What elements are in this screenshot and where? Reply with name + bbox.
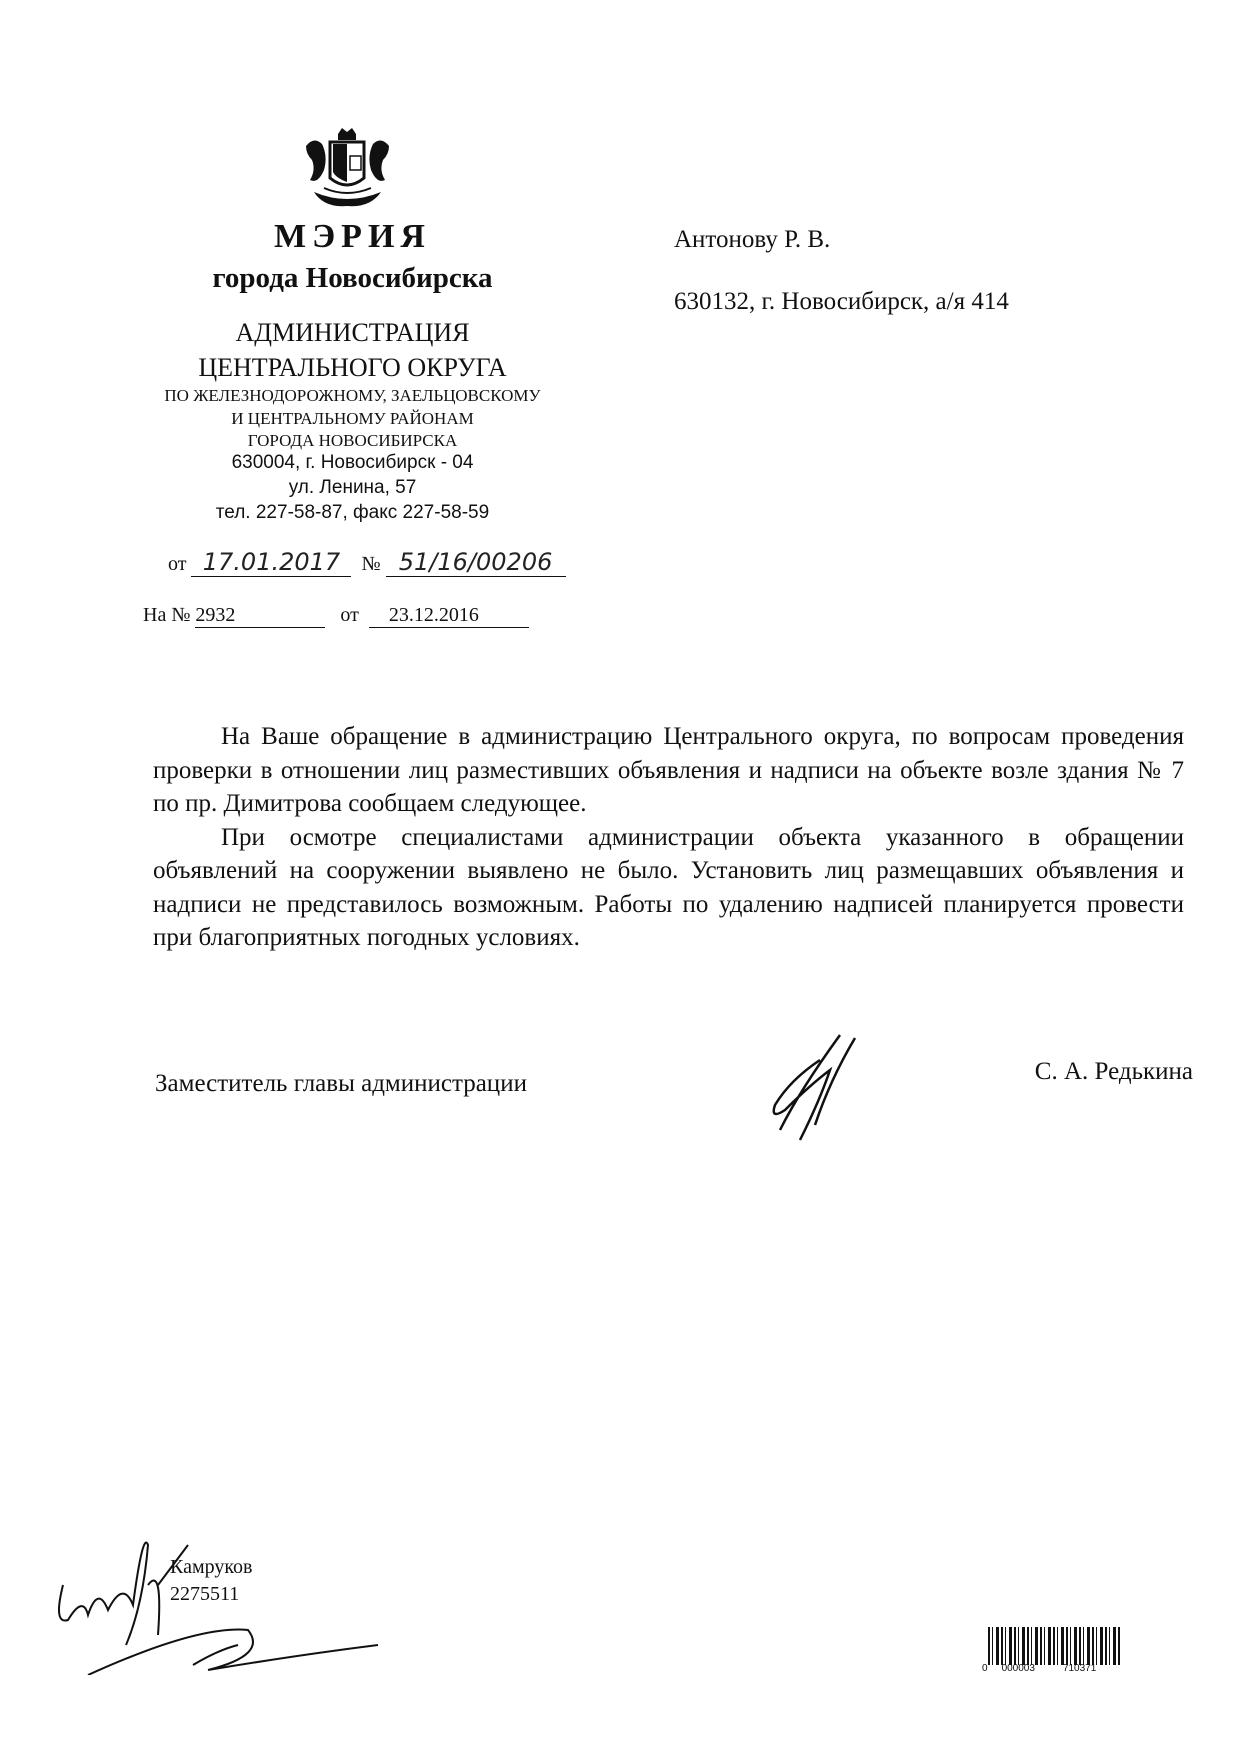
street-address: ул. Ленина, 57	[288, 477, 417, 498]
barcode-right-digits: 710371	[1062, 1663, 1097, 1674]
districts-line-2: И ЦЕНТРАЛЬНОМУ РАЙОНАМ	[231, 409, 474, 428]
district-title: ЦЕНТРАЛЬНОГО ОКРУГА	[198, 353, 507, 382]
outgoing-date: 17.01.2017	[191, 548, 351, 577]
administration-title: АДМИНИСТРАЦИЯ	[235, 318, 470, 347]
body-paragraph-1: На Ваше обращение в администрацию Центрального округа, по вопросам проведения проверки в отношении лиц разместивших объявления и надписи на объекте возле здания № 7 по пр. Димитрова сообщаем следующее.	[153, 723, 1184, 817]
executor-phone: 2275511	[170, 1583, 240, 1605]
signatory-position: Заместитель главы администрации	[155, 1070, 527, 1097]
incoming-label: На №	[143, 604, 191, 626]
barcode-middle-digits: 000003	[1001, 1663, 1035, 1674]
outgoing-reference	[168, 548, 566, 577]
signature-handwritten	[760, 1030, 870, 1150]
incoming-from-label: от	[340, 604, 359, 626]
city-line: ГОРОДА НОВОСИБИРСКА	[247, 431, 458, 450]
letter-body	[153, 720, 1184, 955]
city-title: города Новосибирска	[212, 262, 493, 294]
outgoing-number-label: №	[361, 553, 381, 575]
recipient-address: 630132, г. Новосибирск, а/я 414	[674, 288, 1009, 315]
signatory-name: С. А. Редькина	[1034, 1058, 1193, 1085]
incoming-reference	[143, 604, 529, 628]
incoming-date: 23.12.2016	[369, 604, 529, 628]
postal-address: 630004, г. Новосибирск - 04	[231, 452, 474, 473]
coat-of-arms-emblem	[300, 126, 395, 210]
incoming-number: 2932	[195, 604, 325, 628]
recipient-name: Антонову Р. В.	[674, 226, 831, 253]
body-paragraph-2: При осмотре специалистами администрации объекта указанного в обращении объявлений на сооружении выявлено не было. Установить лиц размещавших объявления и надписи не представилось возможным. Работы по удалению надписей планируется провести при благоприятных погодных условиях.	[153, 823, 1184, 951]
outgoing-from-label: от	[168, 553, 187, 575]
districts-line: ПО ЖЕЛЕЗНОДОРОЖНОМУ, ЗАЕЛЬЦОВСКОМУ	[164, 386, 541, 405]
executor-name: Камруков	[170, 1556, 253, 1578]
outgoing-number: 51/16/00206	[386, 548, 566, 577]
mayoralty-title: МЭРИЯ	[274, 218, 431, 255]
phone-fax: тел. 227-58-87, факс 227-58-59	[215, 502, 490, 523]
barcode-left-digit: 0	[982, 1663, 988, 1674]
barcode	[982, 1627, 1122, 1674]
